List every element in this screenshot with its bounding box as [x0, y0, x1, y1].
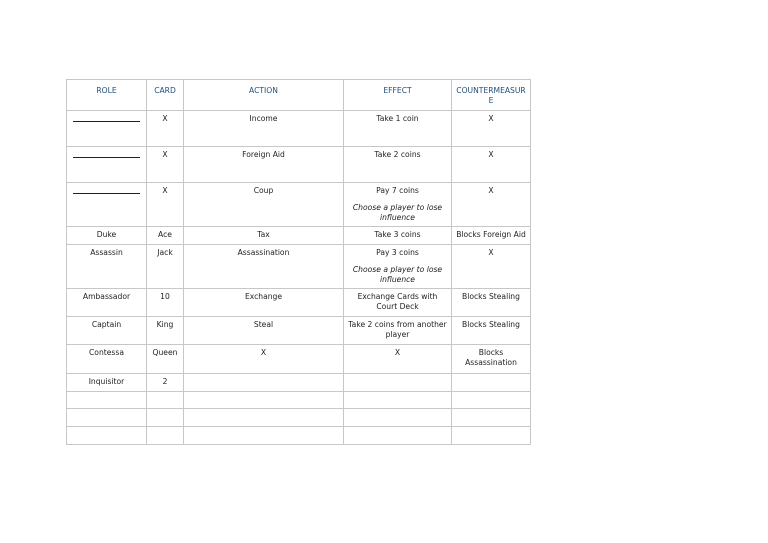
role-cell-text: Inquisitor	[88, 377, 125, 386]
action-cell	[184, 183, 344, 227]
action-cell	[184, 245, 344, 289]
countermeasure-cell	[452, 374, 531, 392]
role-cell	[67, 227, 147, 245]
card-cell	[147, 111, 184, 147]
role-cell	[67, 111, 147, 147]
card-cell	[147, 289, 184, 317]
table-row	[67, 392, 531, 409]
effect-cell	[344, 289, 452, 317]
countermeasure-cell	[452, 409, 531, 427]
role-cell	[67, 345, 147, 374]
blank-role-line	[73, 156, 140, 158]
countermeasure-cell	[452, 183, 531, 227]
action-cell	[184, 427, 344, 445]
table-row	[67, 289, 531, 317]
card-cell	[147, 147, 184, 183]
effect-cell	[344, 245, 452, 289]
countermeasure-cell	[452, 245, 531, 289]
countermeasure-cell-text: X	[488, 150, 494, 159]
role-cell-text: Contessa	[89, 348, 124, 357]
card-cell	[147, 345, 184, 374]
action-cell-text: Tax	[257, 230, 270, 239]
action-cell	[184, 317, 344, 345]
effect-note: Choose a player to lose influence	[352, 203, 443, 222]
effect-cell	[344, 374, 452, 392]
countermeasure-cell-text: X	[488, 186, 494, 195]
table-row	[67, 374, 531, 392]
effect-cell-text: Take 1 coin	[376, 114, 419, 123]
countermeasure-cell	[452, 345, 531, 374]
table-row	[67, 183, 531, 227]
table-row	[67, 147, 531, 183]
card-cell	[147, 392, 184, 409]
role-cell	[67, 147, 147, 183]
action-cell-text: Steal	[253, 320, 274, 329]
countermeasure-cell	[452, 392, 531, 409]
table-row	[67, 317, 531, 345]
card-cell-text: X	[162, 186, 168, 195]
action-cell	[184, 111, 344, 147]
effect-cell-text: X	[394, 348, 401, 357]
countermeasure-cell	[452, 427, 531, 445]
effect-cell	[344, 345, 452, 374]
action-cell-text: Assassination	[237, 248, 290, 257]
blank-role-line	[73, 120, 140, 122]
countermeasure-cell-text: X	[488, 248, 494, 257]
table-row	[67, 245, 531, 289]
effect-cell-text: Take 2 coins	[374, 150, 421, 159]
card-cell	[147, 245, 184, 289]
action-cell	[184, 409, 344, 427]
action-cell	[184, 227, 344, 245]
card-cell	[147, 427, 184, 445]
card-cell	[147, 183, 184, 227]
table-row	[67, 427, 531, 445]
action-cell	[184, 147, 344, 183]
action-cell-text: X	[260, 348, 267, 357]
header-countermeasure: COUNTERMEASURE	[452, 80, 531, 111]
effect-cell	[344, 392, 452, 409]
role-cell-text: Duke	[96, 230, 117, 239]
role-cell-text: Captain	[91, 320, 122, 329]
effect-cell-text: Take 2 coins from another player	[348, 320, 447, 339]
card-cell	[147, 317, 184, 345]
role-cell	[67, 427, 147, 445]
role-cell	[67, 392, 147, 409]
countermeasure-cell	[452, 147, 531, 183]
coup-reference-table	[66, 79, 531, 445]
effect-cell	[344, 147, 452, 183]
card-cell	[147, 374, 184, 392]
role-cell-text: Assassin	[90, 248, 123, 257]
countermeasure-cell	[452, 289, 531, 317]
countermeasure-cell-text: Blocks Assassination	[465, 348, 517, 367]
role-cell-text: Ambassador	[82, 292, 131, 301]
effect-cell-text: Take 3 coins	[374, 230, 421, 239]
action-cell	[184, 289, 344, 317]
effect-cell	[344, 317, 452, 345]
table-row	[67, 345, 531, 374]
blank-role-line	[73, 192, 140, 194]
header-role: ROLE	[67, 80, 147, 111]
card-cell-text: X	[162, 150, 168, 159]
countermeasure-cell-text: Blocks Stealing	[462, 320, 520, 329]
role-cell	[67, 409, 147, 427]
effect-cell	[344, 409, 452, 427]
role-cell	[67, 245, 147, 289]
card-cell	[147, 227, 184, 245]
effect-note: Choose a player to lose influence	[352, 265, 443, 284]
effect-cell	[344, 183, 452, 227]
effect-cell	[344, 111, 452, 147]
card-cell	[147, 409, 184, 427]
card-cell-text: Queen	[152, 348, 178, 357]
card-cell-text: 10	[160, 292, 170, 301]
countermeasure-cell	[452, 111, 531, 147]
header-action: ACTION	[184, 80, 344, 111]
effect-cell	[344, 227, 452, 245]
role-cell	[67, 183, 147, 227]
table-row	[67, 227, 531, 245]
header-card: CARD	[147, 80, 184, 111]
card-cell-text: 2	[162, 377, 168, 386]
role-cell	[67, 317, 147, 345]
table-row	[67, 111, 531, 147]
countermeasure-cell-text: Blocks Stealing	[462, 292, 520, 301]
role-cell	[67, 374, 147, 392]
card-cell-text: Ace	[158, 230, 172, 239]
effect-cell-text: Pay 3 coins	[376, 248, 419, 257]
action-cell	[184, 345, 344, 374]
card-cell-text: Jack	[157, 248, 173, 257]
action-cell-text: Income	[249, 114, 278, 123]
effect-cell-text: Exchange Cards with Court Deck	[357, 292, 438, 311]
action-cell-text: Foreign Aid	[242, 150, 285, 159]
action-cell-text: Exchange	[244, 292, 283, 301]
card-cell-text: King	[156, 320, 174, 329]
card-cell-text: X	[162, 114, 168, 123]
countermeasure-cell	[452, 227, 531, 245]
header-row	[67, 80, 531, 111]
effect-cell	[344, 427, 452, 445]
action-cell	[184, 392, 344, 409]
effect-cell-text: Pay 7 coins	[376, 186, 419, 195]
countermeasure-cell	[452, 317, 531, 345]
table-row	[67, 409, 531, 427]
action-cell-text: Coup	[253, 186, 274, 195]
countermeasure-cell-text: Blocks Foreign Aid	[456, 230, 526, 239]
header-effect: EFFECT	[344, 80, 452, 111]
role-cell	[67, 289, 147, 317]
countermeasure-cell-text: X	[488, 114, 494, 123]
action-cell	[184, 374, 344, 392]
